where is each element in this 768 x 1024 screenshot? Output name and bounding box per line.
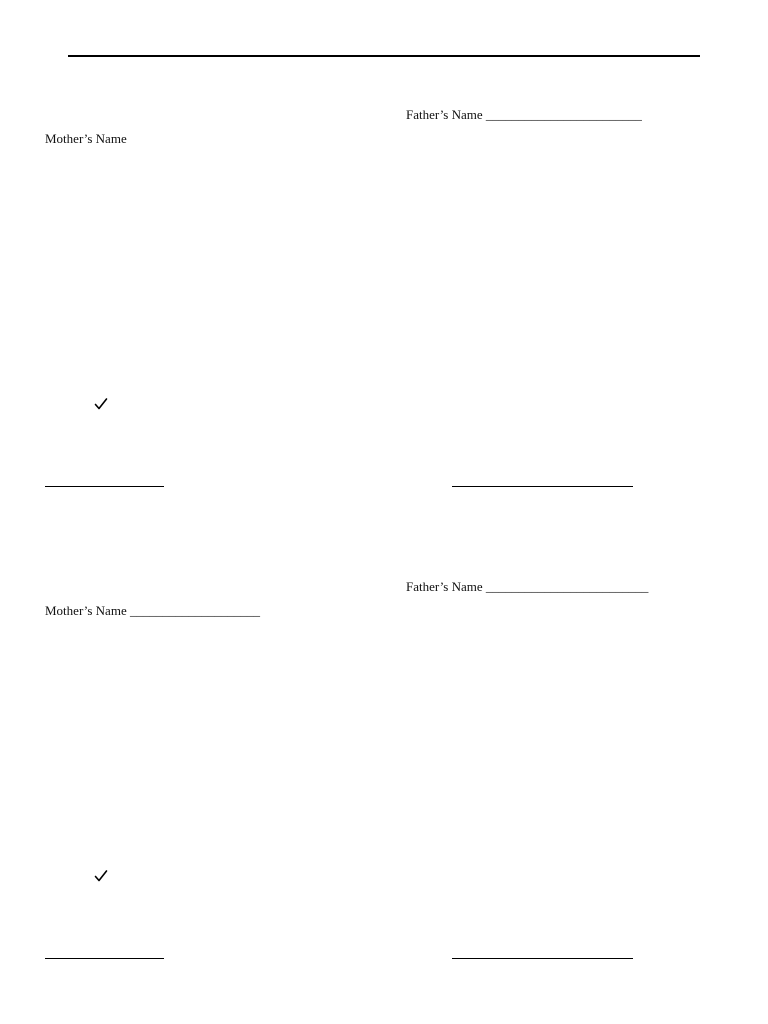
mothers-name-field[interactable]: Mother’s Name ____________________	[45, 603, 260, 618]
mothers-name-field[interactable]: Mother’s Name	[45, 131, 127, 146]
form-section-1	[0, 0, 768, 472]
checkmark-icon[interactable]	[94, 869, 108, 883]
checkmark-icon[interactable]	[94, 397, 108, 411]
signature-line-right[interactable]	[452, 958, 633, 959]
fathers-name-field[interactable]: Father’s Name ________________________	[406, 107, 642, 122]
fathers-name-field[interactable]: Father’s Name _________________________	[406, 579, 649, 594]
form-section-2	[0, 472, 768, 944]
signature-line-left[interactable]	[45, 958, 164, 959]
